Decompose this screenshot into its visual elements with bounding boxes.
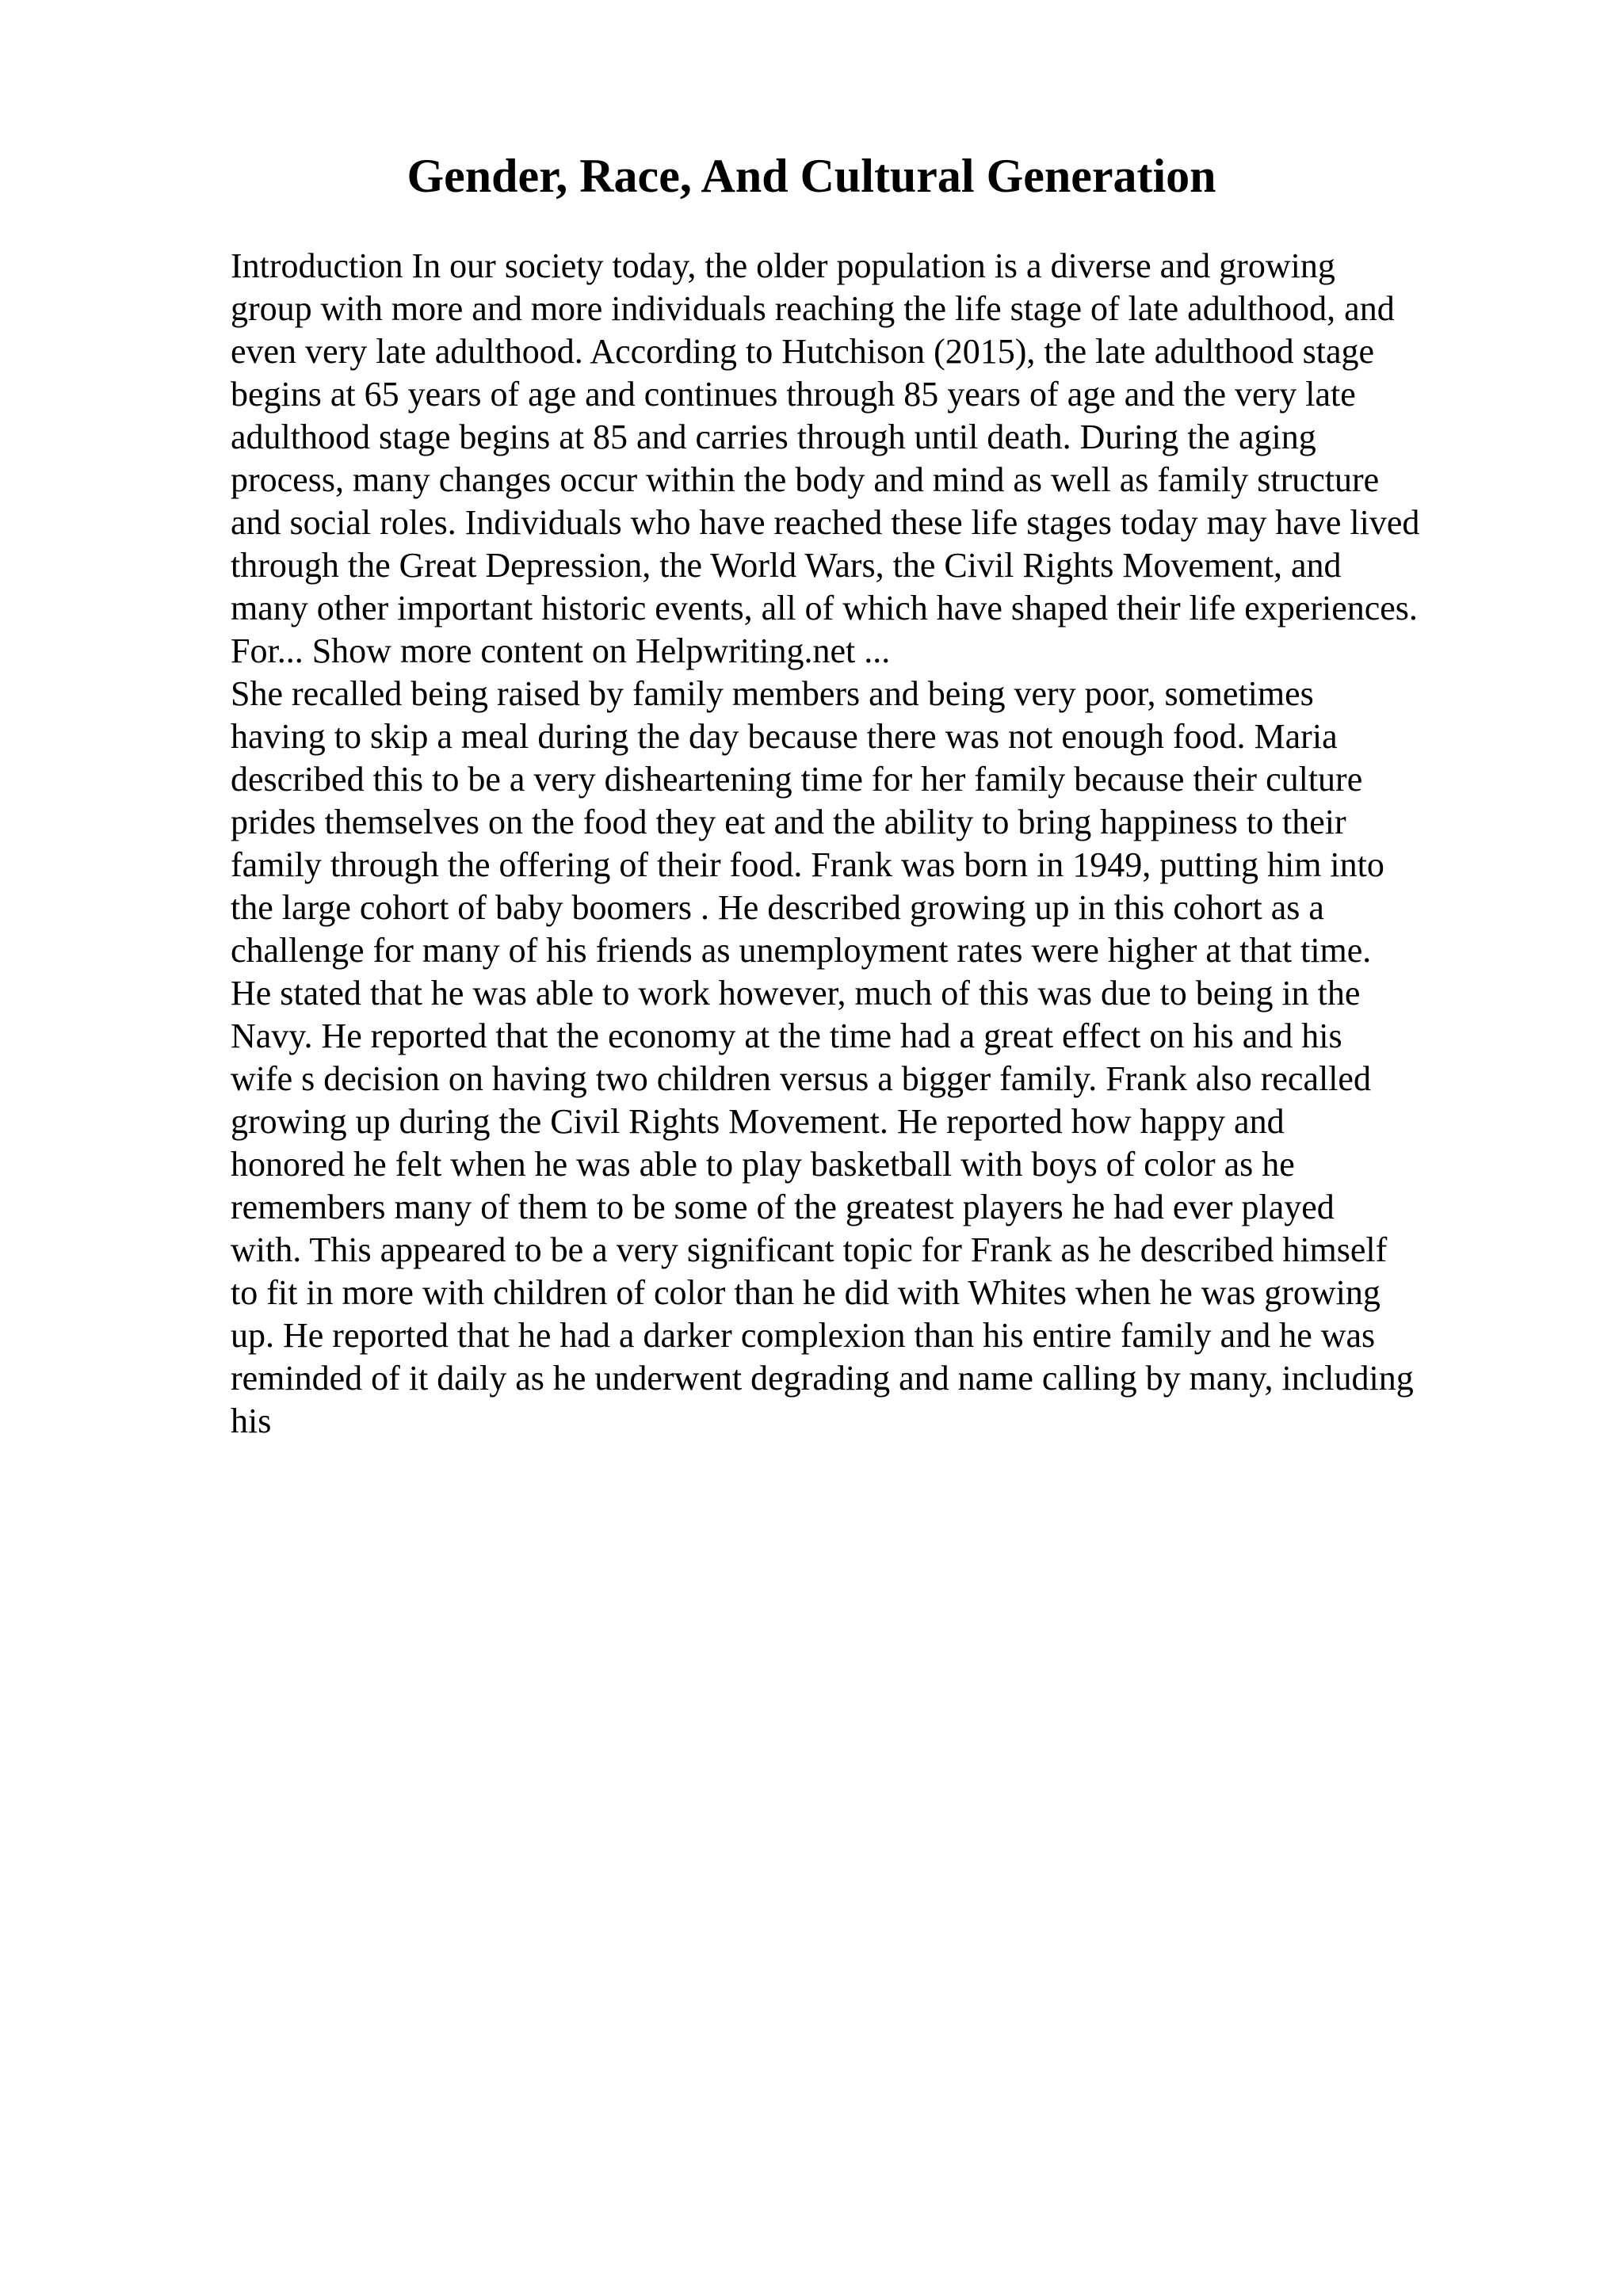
text-line: wife s decision on having two children versus a bigger family. Frank also recalled [231,1059,1371,1098]
text-line: He stated that he was able to work however, much of this was due to being in the [231,974,1361,1013]
text-line: with. This appeared to be a very significant topic for Frank as he described himself [231,1230,1388,1269]
text-line: the large cohort of baby boomers . He described growing up in this cohort as a [231,888,1324,927]
text-line: his [231,1402,272,1440]
text-line: honored he felt when he was able to play basketball with boys of color as he [231,1145,1295,1184]
text-line: adulthood stage begins at 85 and carries through until death. During the aging [231,418,1316,456]
text-line: remembers many of them to be some of the greatest players he had ever played [231,1188,1335,1226]
text-line: growing up during the Civil Rights Movement. He reported how happy and [231,1102,1285,1141]
text-line: group with more and more individuals reaching the life stage of late adulthood, and [231,289,1395,328]
text-line: reminded of it daily as he underwent degrading and name calling by many, including [231,1359,1414,1398]
text-line: up. He reported that he had a darker complexion than his entire family and he was [231,1316,1376,1355]
text-line: even very late adulthood. According to Hutchison (2015), the late adulthood stage [231,332,1375,371]
text-line: challenge for many of his friends as unemployment rates were higher at that time. [231,931,1372,970]
text-line: prides themselves on the food they eat and the ability to bring happiness to their [231,803,1346,841]
text-line: family through the offering of their food. Frank was born in 1949, putting him into [231,845,1384,884]
show-more-line: For... Show more content on Helpwriting.net ... [231,631,891,670]
text-line: and social roles. Individuals who have reached these life stages today may have lived [231,503,1420,542]
text-line: begins at 65 years of age and continues through 85 years of age and the very late [231,375,1356,414]
text-line: Introduction In our society today, the older population is a diverse and growing [231,246,1335,285]
text-line: described this to be a very disheartening time for her family because their culture [231,760,1363,799]
text-line: to fit in more with children of color than he did with Whites when he was growing [231,1273,1381,1312]
text-line: process, many changes occur within the body and mind as well as family structure [231,460,1380,499]
text-line: Navy. He reported that the economy at the time had a great effect on his and his [231,1016,1342,1055]
text-line: through the Great Depression, the World Wars, the Civil Rights Movement, and [231,546,1342,585]
document-title: Gender, Race, And Cultural Generation [407,150,1216,202]
text-line: She recalled being raised by family members and being very poor, sometimes [231,674,1314,713]
text-line: having to skip a meal during the day because there was not enough food. Maria [231,717,1338,756]
text-line: many other important historic events, all of which have shaped their life experiences. [231,589,1418,627]
document-body [231,245,1499,1443]
